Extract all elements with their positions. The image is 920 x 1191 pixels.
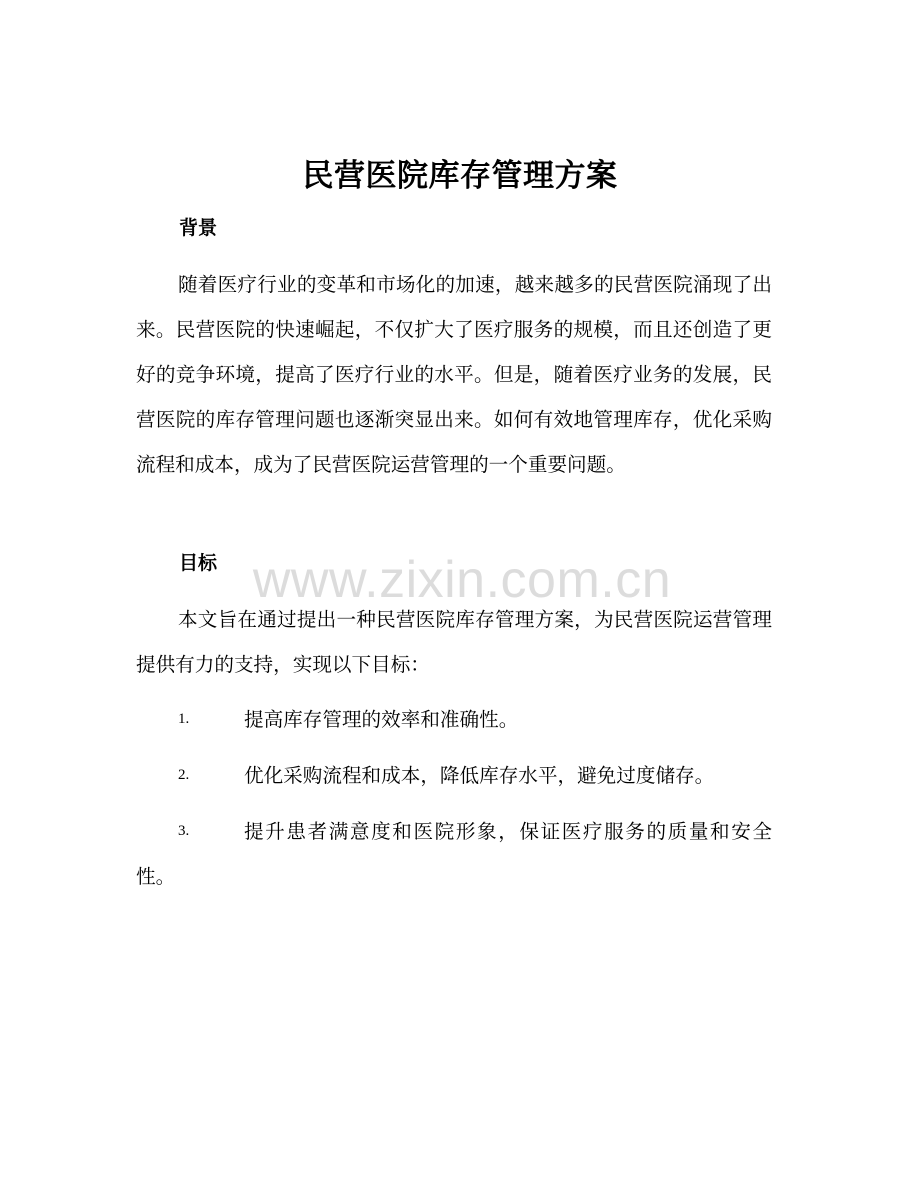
- list-item-number: 1.: [178, 711, 190, 727]
- watermark: www.zixin.com.cn: [252, 551, 672, 609]
- background-paragraph: 随着医疗行业的变革和市场化的加速，越来越多的民营医院涌现了出来。民营医院的快速崛起，不仅扩大了医疗服务的规模，而且还创造了更好的竞争环境，提高了医疗行业的水平。但是，随着医疗业务的发展，民营医院的库存管理问题也逐渐突显出来。如何有效地管理库存，优化采购流程和成本，成为了民营医院运营管理的一个重要问题。: [136, 273, 772, 476]
- section-heading-goal: 目标: [179, 552, 218, 574]
- document-title: 民营医院库存管理方案: [302, 158, 618, 194]
- list-item-text: 优化采购流程和成本，降低库存水平，避免过度储存。: [244, 764, 715, 787]
- list-item-text: 提高库存管理的效率和准确性。: [244, 708, 519, 731]
- section-heading-background: 背景: [179, 217, 218, 239]
- goal-list-item: [136, 697, 772, 742]
- list-item-number: 2.: [178, 767, 190, 783]
- list-item-number: 3.: [178, 823, 190, 839]
- goal-list-item: [136, 809, 772, 899]
- goal-list-item: [136, 753, 772, 798]
- list-item-text: 提升患者满意度和医院形象，保证医疗服务的质量和安全性。: [136, 820, 772, 888]
- goal-paragraph: 本文旨在通过提出一种民营医院库存管理方案，为民营医院运营管理提供有力的支持，实现以下目标：: [136, 608, 772, 676]
